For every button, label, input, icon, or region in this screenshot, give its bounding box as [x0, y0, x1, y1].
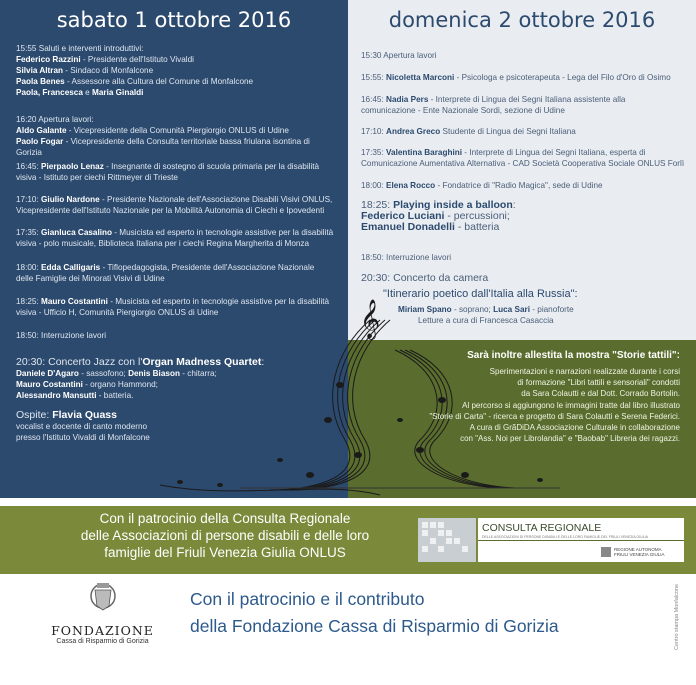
session-greco: 17:10: Andrea Greco Studente di Lingua dei Segni Italiana [361, 127, 576, 136]
fondazione-subtitle: Cassa di Risparmio di Gorizia [56, 638, 149, 645]
session-rocco: 18:00: Elena Rocco - Fondatrice di "Radio Magica", sede di Udine [361, 181, 603, 190]
patronage-text: Con il patrocinio della Consulta Regionale delle Associazioni di persone disabili e delle loro famiglie del Friuli Venezia Giulia ONLUS [80, 511, 370, 560]
session-1620 [16, 114, 338, 158]
session-lenaz: 16:45: Pierpaolo Lenaz - Insegnante di sostegno di scuola primaria per la disabilità visiva - Istituto per ciechi Rittmeyer di Trieste [16, 162, 320, 182]
speaker-line: Paola Benes - Assessore alla Cultura del Comune di Monfalcone [16, 77, 254, 86]
session-costantini: 18:25: Mauro Costantini - Musicista ed esperto in tecnologie assistive per la disabilità visiva - Ufficio H, Comunità Piergiorgio ONLUS di Udine [16, 297, 330, 317]
speaker-line: Paola, Francesca e Maria Ginaldi [16, 88, 144, 97]
fondazione-logo [45, 580, 160, 645]
time-label: 16:20 Apertura lavori: [16, 115, 94, 124]
chamber-musicians: Miriam Spano - soprano; Luca Sari - pianoforte Letture a cura di Francesca Casaccia [398, 305, 574, 325]
print-credit: Centro stampa Monfalcone [674, 583, 680, 650]
jazz-concert: 20:30: Concerto Jazz con l'Organ Madness Quartet: Daniele D'Agaro - sassofono; Denis Biason - chitarra; Mauro Costantini - organo Hammond; Alessandro Mansutti - batteria. [16, 356, 265, 400]
session-marconi: 15:55: Nicoletta Marconi - Psicologa e psicoterapeuta - Lega del Filo d'Oro di Osimo [361, 73, 671, 82]
opening-block [16, 43, 338, 98]
right-opening: 15:30 Apertura lavori [361, 51, 437, 60]
session-casalino: 17:35: Gianluca Casalino - Musicista ed esperto in tecnologie assistive per la disabilità visiva - polo musicale, Biblioteca Italiana per i ciechi Regina Margherita di Monza [16, 228, 334, 248]
fondazione-name: FONDAZIONE [51, 623, 154, 638]
session-balloon: 18:25: Playing inside a balloon: Federico Luciani - percussioni; Emanuel Donadelli - batteria [361, 199, 516, 233]
speaker-line: Federico Razzini - Presidente dell'Istituto Vivaldi [16, 55, 194, 64]
opening-time: 15:55 Saluti e interventi introduttivi: [16, 44, 144, 53]
session-baraghini: 17:35: Valentina Baraghini - Interprete di Lingua dei Segni Italiana, esperta di Comunicazione Aumentativa Alternativa - CAD Società Cooperativa Sociale ONLUS Forlì [361, 148, 685, 168]
session-calligaris: 18:00: Edda Calligaris - Tiflopedagogista, Presidente dell'Associazione Nazionale delle Famiglie dei Minorati Visivi di Udine [16, 263, 315, 283]
regione-label: REGIONE AUTONOMA FRIULI VENEZIA GIULIA [614, 547, 665, 557]
exhibition-heading: Sarà inoltre allestita la mostra "Storie tattili": [467, 350, 680, 361]
consulta-subtitle: DELLE ASSOCIAZIONI DI PERSONE DISABILI E DELLE LORO FAMIGLIE DEL FRIULI VENEZIA GIULIA [482, 535, 648, 539]
footer-text: Con il patrocinio e il contributo della Fondazione Cassa di Risparmio di Gorizia [190, 589, 559, 636]
interruption-label: 18:50: Interruzione lavori [16, 331, 107, 340]
right-day-title: domenica 2 ottobre 2016 [388, 8, 656, 32]
session-nardone: 17:10: Giulio Nardone - Presidente Nazionale dell'Associazione Disabili Visivi ONLUS, Vicepresidente dell'Istituto Nazionale per la Mobilità Autonomia di Ciechi e Ipovedenti [16, 195, 333, 215]
speaker-line: Paolo Fogar - Vicepresidente della Consulta territoriale bassa friulana isontina di Gorizia [16, 137, 310, 157]
right-interruption: 18:50: Interruzione lavori [361, 253, 452, 262]
session-pers: 16:45: Nadia Pers - Interprete di Lingua dei Segni Italiana assistente alla comunicazione - Ente Nazionale Sordi, sezione di Udine [361, 95, 626, 115]
itinerario-title: "Itinerario poetico dall'Italia alla Russia": [383, 288, 578, 300]
consulta-title: CONSULTA REGIONALE [482, 522, 602, 534]
consulta-logo [418, 514, 688, 566]
guest-block: Ospite: Flavia Quass vocalist e docente di canto moderno presso l'Istituto Vivaldi di Monfalcone [16, 409, 150, 442]
svg-text:𝄞: 𝄞 [360, 299, 381, 339]
coat-of-arms-icon [83, 580, 123, 616]
left-day-title: sabato 1 ottobre 2016 [56, 8, 292, 32]
chamber-concert: 20:30: Concerto da camera [361, 272, 489, 284]
speaker-line: Silvia Altran - Sindaco di Monfalcone [16, 66, 154, 75]
speaker-line: Aldo Galante - Vicepresidente della Comunità Piergiorgio ONLUS di Udine [16, 126, 289, 135]
exhibition-text: Sperimentazioni e narrazioni realizzate durante i corsi di formazione "Libri tattili e sensoriali" condotti da Sara Colautti e dal Dott. Corrado Bortolin. Al percorso si aggiungono le immagini tratte dal libro illustrato "Storie di Carta" - ricerca e progetto di Sara Colautti e Serena Federici. A cura di GrãDiDA Associazione Culturale in collaborazione con "Ass. Noi per Librolandia" e "Baobab" Libreria dei ragazzi. [429, 367, 680, 444]
